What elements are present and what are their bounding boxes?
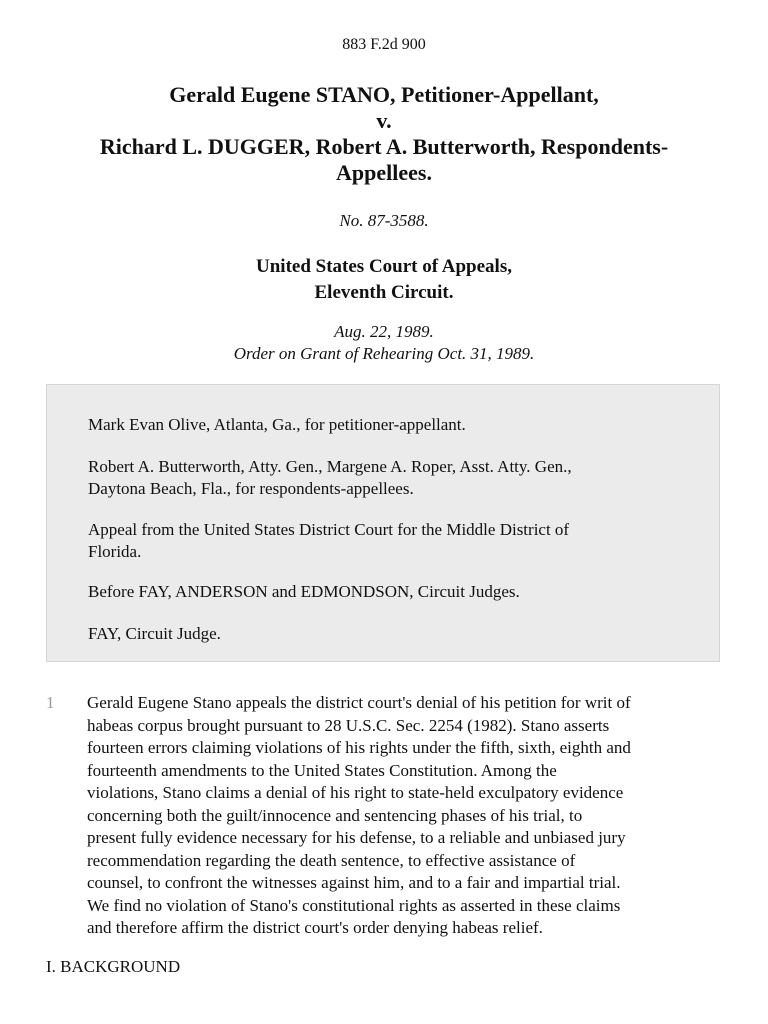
paragraph-line: and therefore affirm the district court's order denying habeas relief. <box>87 918 543 937</box>
paragraph-line: fourteen errors claiming violations of his rights under the fifth, sixth, eighth and <box>87 738 631 757</box>
decision-dates <box>0 321 768 365</box>
case-citation: 883 F.2d 900 <box>342 36 426 53</box>
opinion-author: FAY, Circuit Judge. <box>88 624 221 643</box>
panel-judges: Before FAY, ANDERSON and EDMONDSON, Circuit Judges. <box>88 582 520 601</box>
case-title-versus: v. <box>376 108 392 133</box>
case-title-respondents: Richard L. DUGGER, Robert A. Butterworth, Respondents- <box>99 134 669 159</box>
counsel-info-box <box>46 384 720 662</box>
paragraph-line: counsel, to confront the witnesses against him, and to a fair and impartial trial. <box>87 873 621 892</box>
counsel-respondents <box>88 456 688 500</box>
court-name-line2: Eleventh Circuit. <box>314 282 454 303</box>
case-title-petitioner: Gerald Eugene STANO, Petitioner-Appellant, <box>169 82 599 107</box>
appeal-origin-line2: Florida. <box>88 542 142 561</box>
opinion-paragraph <box>87 692 727 940</box>
paragraph-line: concerning both the guilt/innocence and sentencing phases of his trial, to <box>87 805 583 825</box>
docket-number: No. 87-3588. <box>339 211 429 230</box>
section-heading: I. BACKGROUND <box>46 957 181 976</box>
paragraph-line: present fully evidence necessary for his defense, to a reliable and unbiased jury <box>87 828 626 847</box>
case-title-respondents-cont: Appellees. <box>336 160 432 185</box>
counsel-respondents-line2: Daytona Beach, Fla., for respondents-appellees. <box>88 479 414 498</box>
counsel-petitioner: Mark Evan Olive, Atlanta, Ga., for petitioner-appellant. <box>88 415 466 434</box>
paragraph-line: Gerald Eugene Stano appeals the district court's denial of his petition for writ of <box>87 693 631 712</box>
paragraph-line: recommendation regarding the death sentence, to effective assistance of <box>87 850 576 870</box>
counsel-respondents-line1: Robert A. Butterworth, Atty. Gen., Margene A. Roper, Asst. Atty. Gen., <box>88 457 572 476</box>
paragraph-line: We find no violation of Stano's constitutional rights as asserted in these claims <box>87 895 621 915</box>
appeal-origin <box>88 519 688 563</box>
appeal-origin-line1: Appeal from the United States District Court for the Middle District of <box>88 520 570 539</box>
court-name-line1: United States Court of Appeals, <box>256 256 512 277</box>
rehearing-date: Order on Grant of Rehearing Oct. 31, 1989. <box>233 344 535 363</box>
case-title <box>30 82 738 186</box>
court-name <box>0 254 768 306</box>
paragraph-line: violations, Stano claims a denial of his right to state-held exculpatory evidence <box>87 783 624 802</box>
paragraph-line: fourteenth amendments to the United States Constitution. Among the <box>87 760 557 780</box>
decision-date: Aug. 22, 1989. <box>334 322 434 341</box>
paragraph-number: 1 <box>46 693 55 712</box>
paragraph-line: habeas corpus brought pursuant to 28 U.S.C. Sec. 2254 (1982). Stano asserts <box>87 715 610 735</box>
